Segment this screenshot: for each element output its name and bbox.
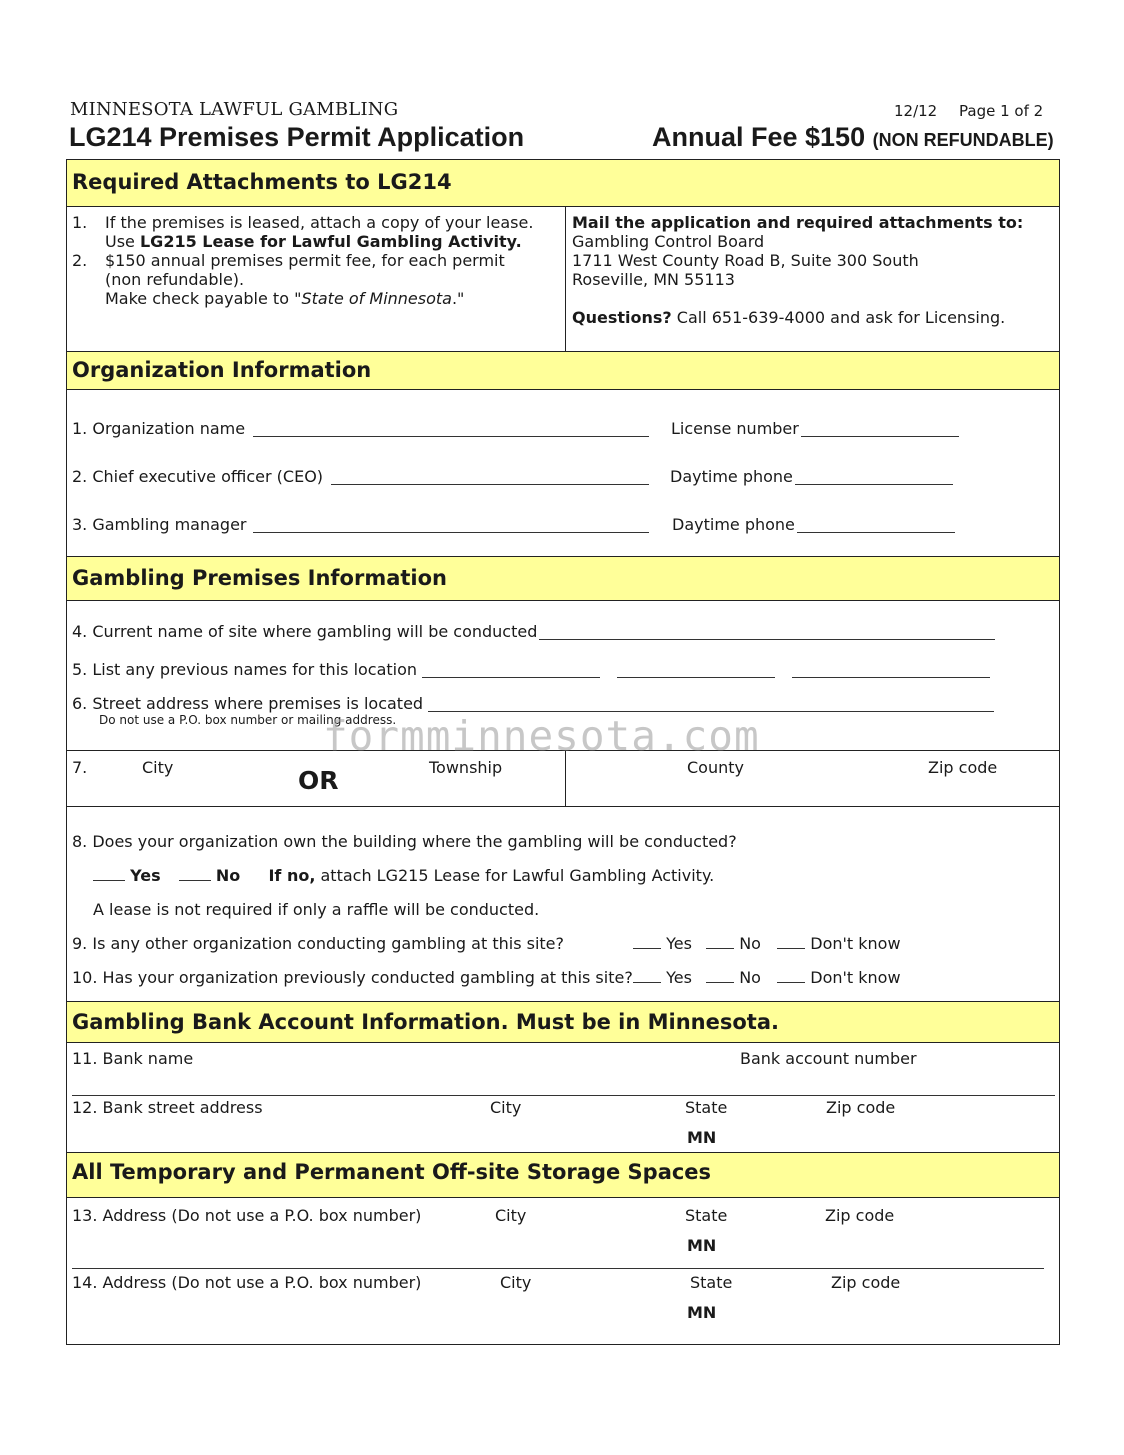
county-label: County: [687, 758, 744, 777]
bank-street-address-label: 12. Bank street address: [72, 1098, 263, 1117]
attachment-item-1-lease-form: [105, 232, 522, 251]
city-label: City: [142, 758, 174, 777]
other-org-yes-blank[interactable]: [633, 948, 661, 949]
previous-gambling-question: 10. Has your organization previously conducted gambling at this site?: [72, 968, 633, 987]
bank-name-label: 11. Bank name: [72, 1049, 194, 1068]
own-building-no-label: No: [215, 866, 241, 885]
other-org-no-blank[interactable]: [706, 948, 734, 949]
if-no-instruction: attach LG215 Lease for Lawful Gambling Activity.: [315, 866, 715, 885]
annual-fee: [652, 122, 1054, 153]
raffle-lease-note: A lease is not required if only a raffle will be conducted.: [93, 900, 540, 919]
own-building-no-blank[interactable]: [179, 880, 211, 881]
manager-phone-label: Daytime phone: [672, 515, 795, 534]
storage-zip-1-label: Zip code: [825, 1206, 895, 1225]
street-address-note: Do not use a P.O. box number or mailing address.: [99, 713, 397, 727]
ceo-label: 2. Chief executive officer (CEO): [72, 467, 324, 486]
storage-address-2-label: 14. Address (Do not use a P.O. box number): [72, 1273, 422, 1292]
previous-gambling-yes-label: Yes: [666, 968, 692, 987]
previous-names-label: 5. List any previous names for this location: [72, 660, 418, 679]
storage-city-1-label: City: [495, 1206, 527, 1225]
other-org-dont-know-label: Don't know: [810, 934, 901, 953]
bank-name-account-field[interactable]: [72, 1095, 1055, 1096]
questions-contact: [572, 308, 1005, 327]
own-building-yes-label: Yes: [130, 866, 161, 885]
check-payable-suffix: .": [451, 289, 465, 308]
previous-gambling-options: [633, 968, 901, 987]
attachment-item-1-number: 1.: [72, 213, 88, 232]
attachments-heading: Required Attachments to LG214: [72, 170, 452, 194]
bank-section-header: [67, 1001, 1059, 1043]
annual-fee-label: Annual Fee $150: [652, 122, 866, 152]
check-payable-prefix: Make check payable to ": [105, 289, 302, 308]
previous-name-field-3[interactable]: [792, 677, 990, 678]
other-org-no-label: No: [739, 934, 761, 953]
storage-address-1-label: 13. Address (Do not use a P.O. box number): [72, 1206, 422, 1225]
previous-name-field-1[interactable]: [422, 677, 600, 678]
payee-name: State of Minnesota: [301, 289, 452, 308]
premises-heading: Gambling Premises Information: [72, 566, 447, 590]
other-org-question: 9. Is any other organization conducting gambling at this site?: [72, 934, 565, 953]
organization-heading: Organization Information: [72, 358, 372, 382]
street-address-label: 6. Street address where premises is located: [72, 694, 424, 713]
page-number: Page 1 of 2: [959, 102, 1044, 120]
form-title: LG214 Premises Permit Application: [69, 122, 525, 152]
ceo-phone-field[interactable]: [795, 484, 953, 485]
mail-address-line-3: Roseville, MN 55113: [572, 270, 735, 289]
township-label: Township: [429, 758, 503, 777]
previous-gambling-no-label: No: [739, 968, 761, 987]
bank-city-label: City: [490, 1098, 522, 1117]
check-payable-note: [105, 289, 464, 308]
current-site-name-field[interactable]: [539, 639, 995, 640]
questions-label: Questions?: [572, 308, 672, 327]
previous-gambling-dont-know-label: Don't know: [810, 968, 901, 987]
ceo-phone-label: Daytime phone: [670, 467, 793, 486]
organization-name-label: 1. Organization name: [72, 419, 246, 438]
non-refundable-note: (NON REFUNDABLE): [872, 130, 1054, 150]
gambling-manager-field[interactable]: [253, 532, 649, 533]
bank-account-number-label: Bank account number: [740, 1049, 917, 1068]
site-watermark: formminnesota.com: [323, 712, 760, 760]
bank-state-label: State: [685, 1098, 728, 1117]
other-org-options: [633, 934, 901, 953]
storage-state-2-value: MN: [687, 1303, 717, 1322]
attachment-item-2-number: 2.: [72, 251, 88, 270]
attachments-section-header: [67, 160, 1059, 207]
premises-section-header: [67, 556, 1059, 601]
bank-state-value: MN: [687, 1128, 717, 1147]
bank-zip-label: Zip code: [826, 1098, 896, 1117]
own-building-yes-blank[interactable]: [93, 880, 125, 881]
attachment-item-1-use: Use: [105, 232, 140, 251]
organization-name-field[interactable]: [253, 436, 649, 437]
own-building-question: 8. Does your organization own the building where the gambling will be conducted?: [72, 832, 737, 851]
city-or-township: OR: [298, 766, 339, 795]
manager-phone-field[interactable]: [797, 532, 955, 533]
license-number-field[interactable]: [801, 436, 959, 437]
other-org-dont-know-blank[interactable]: [777, 948, 805, 949]
if-no-label: If no,: [268, 866, 316, 885]
previous-gambling-no-blank[interactable]: [706, 982, 734, 983]
organization-section-header: [67, 351, 1059, 390]
location-row-bottom-rule: [67, 806, 1059, 807]
questions-text: Call 651-639-4000 and ask for Licensing.: [671, 308, 1006, 327]
attachment-item-2-refund-note: (non refundable).: [105, 270, 245, 289]
previous-gambling-yes-blank[interactable]: [633, 982, 661, 983]
ceo-field[interactable]: [331, 484, 649, 485]
attachment-item-1-text: If the premises is leased, attach a copy of your lease.: [105, 213, 534, 232]
storage-state-1-value: MN: [687, 1236, 717, 1255]
mail-address-line-2: 1711 West County Road B, Suite 300 South: [572, 251, 919, 270]
mail-heading: Mail the application and required attachments to:: [572, 213, 1024, 232]
revision-date: 12/12: [894, 102, 938, 120]
mail-address-line-1: Gambling Control Board: [572, 232, 765, 251]
agency-name: MINNESOTA LAWFUL GAMBLING: [70, 99, 399, 120]
license-number-label: License number: [671, 419, 799, 438]
storage-state-2-label: State: [690, 1273, 733, 1292]
previous-name-field-2[interactable]: [617, 677, 775, 678]
storage-section-header: [67, 1152, 1059, 1198]
gambling-manager-label: 3. Gambling manager: [72, 515, 247, 534]
bank-heading: Gambling Bank Account Information. Must be in Minnesota.: [72, 1010, 779, 1034]
storage-address-1-field[interactable]: [72, 1268, 1044, 1269]
attachments-divider: [565, 207, 566, 351]
location-row-number: 7.: [72, 758, 88, 777]
previous-gambling-dont-know-blank[interactable]: [777, 982, 805, 983]
attachment-item-2-text: $150 annual premises permit fee, for each permit: [105, 251, 505, 270]
current-site-name-label: 4. Current name of site where gambling will be conducted: [72, 622, 538, 641]
storage-state-1-label: State: [685, 1206, 728, 1225]
storage-city-2-label: City: [500, 1273, 532, 1292]
zip-code-label: Zip code: [928, 758, 998, 777]
storage-heading: All Temporary and Permanent Off-site Storage Spaces: [72, 1160, 712, 1184]
own-building-options: [93, 866, 714, 885]
lg215-form-name: LG215 Lease for Lawful Gambling Activity.: [139, 232, 522, 251]
storage-zip-2-label: Zip code: [831, 1273, 901, 1292]
other-org-yes-label: Yes: [666, 934, 692, 953]
